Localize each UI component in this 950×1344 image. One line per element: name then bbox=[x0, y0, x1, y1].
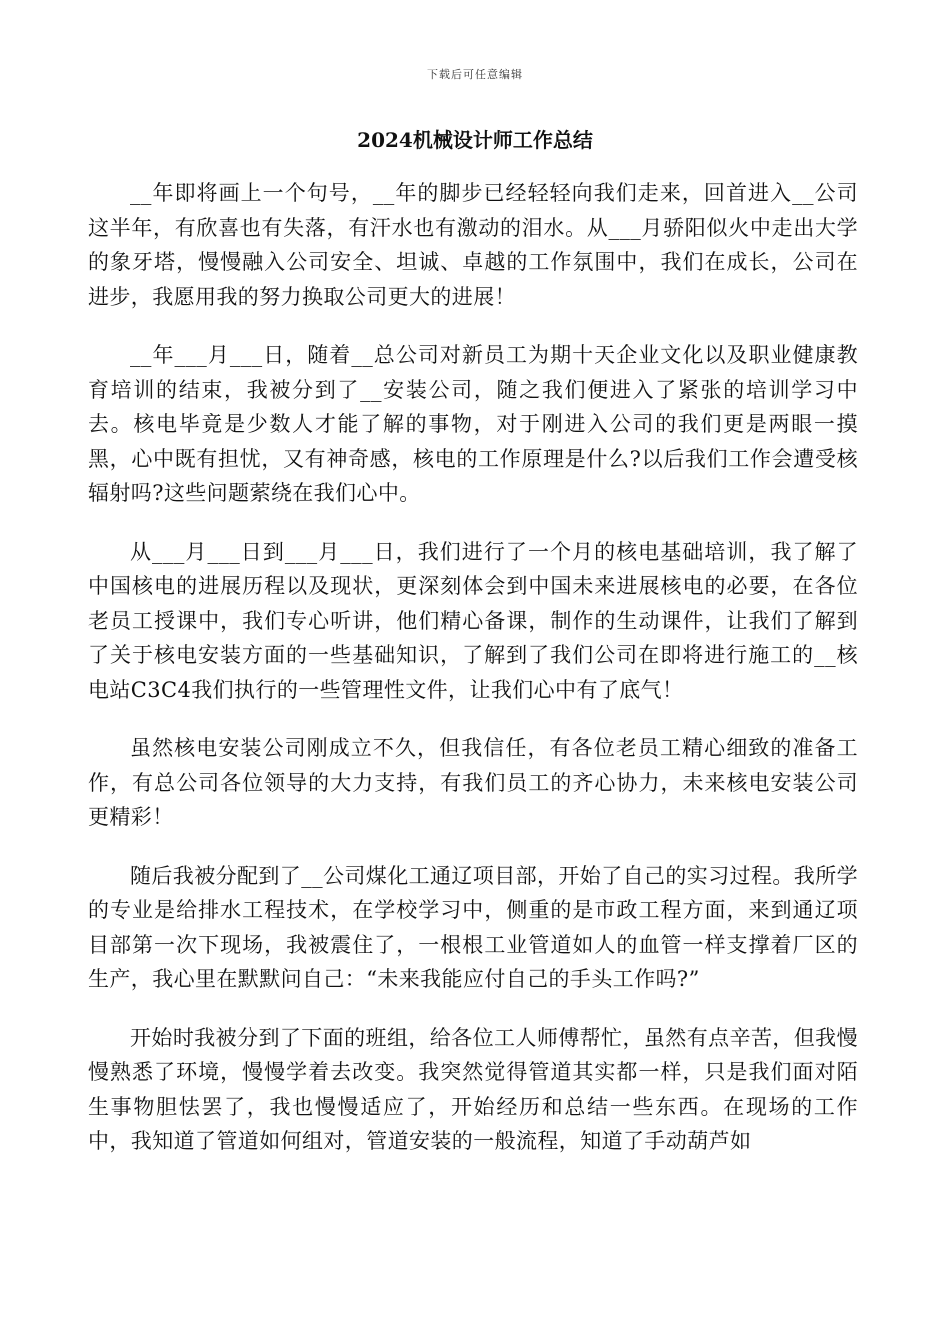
paragraph: 虽然核电安装公司刚成立不久，但我信任，有各位老员工精心细致的准备工作，有总公司各位领导的大力支持，有我们员工的齐心协力，未来核电安装公司更精彩！ bbox=[88, 736, 858, 829]
paragraph: __年___月___日，随着__总公司对新员工为期十天企业文化以及职业健康教育培训的结束，我被分到了__安装公司，随之我们便进入了紧张的培训学习中去。核电毕竟是少数人才能了解的事物，对于刚进入公司的我们更是两眼一摸黑，心中既有担忧，又有神奇感，核电的工作原理是什么?以后我们工作会遭受核辐射吗?这些问题萦绕在我们心中。 bbox=[88, 343, 858, 505]
document-title: 2024机械设计师工作总结 bbox=[357, 128, 593, 152]
document-body bbox=[88, 176, 858, 1183]
paragraph: 开始时我被分到了下面的班组，给各位工人师傅帮忙，虽然有点辛苦，但我慢慢熟悉了环境，慢慢学着去改变。我突然觉得管道其实都一样，只是我们面对陌生事物胆怯罢了，我也慢慢适应了，开始经历和总结一些东西。在现场的工作中，我知道了管道如何组对，管道安装的一般流程，知道了手动葫芦如 bbox=[88, 1025, 858, 1153]
paragraph: 从___月___日到___月___日，我们进行了一个月的核电基础培训，我了解了中国核电的进展历程以及现状，更深刻体会到中国未来进展核电的必要，在各位老员工授课中，我们专心听讲，他们精心备课，制作的生动课件，让我们了解到了关于核电安装方面的一些基础知识，了解到了我们公司在即将进行施工的__核电站C3C4我们执行的一些管理性文件，让我们心中有了底气！ bbox=[88, 539, 858, 702]
paragraph: 随后我被分配到了__公司煤化工通辽项目部，开始了自己的实习过程。我所学的专业是给排水工程技术，在学校学习中，侧重的是市政工程方面，来到通辽项目部第一次下现场，我被震住了，一根根工业管道如人的血管一样支撑着厂区的生产，我心里在默默问自己：“未来我能应付自己的手头工作吗?” bbox=[88, 863, 858, 991]
header-note: 下载后可任意编辑 bbox=[427, 68, 523, 81]
paragraph: __年即将画上一个句号，__年的脚步已经轻轻向我们走来，回首进入__公司这半年，有欣喜也有失落，有汗水也有激动的泪水。从___月骄阳似火中走出大学的象牙塔，慢慢融入公司安全、坦诚、卓越的工作氛围中，我们在成长，公司在进步，我愿用我的努力换取公司更大的进展！ bbox=[88, 181, 858, 309]
